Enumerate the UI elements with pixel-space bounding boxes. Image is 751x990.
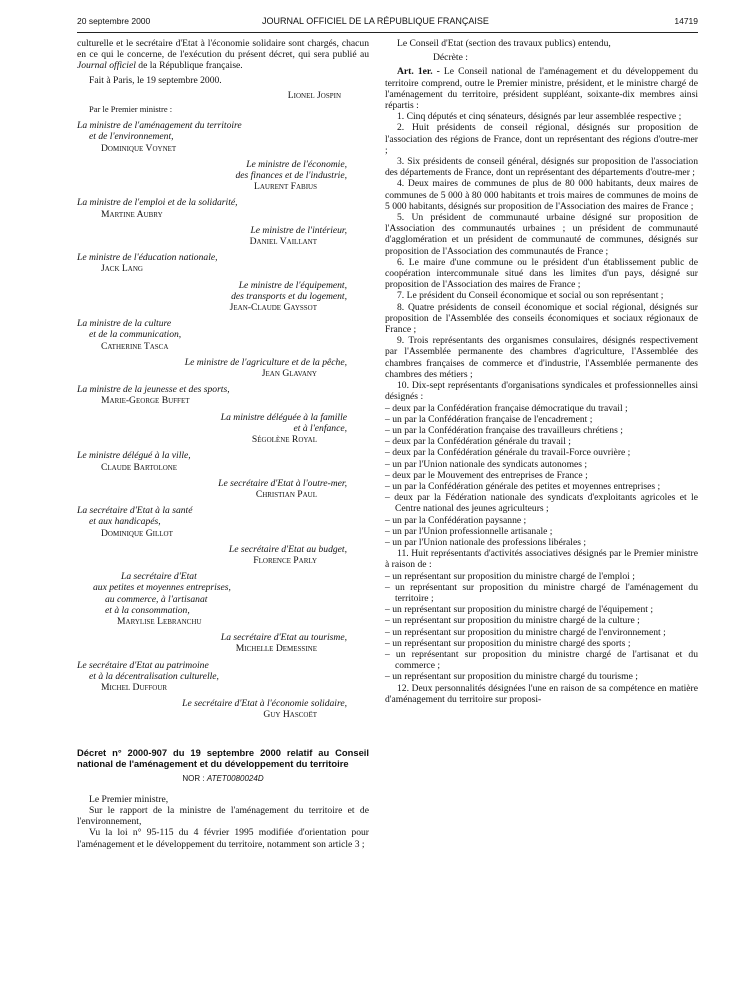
- fait-line: Fait à Paris, le 19 septembre 2000.: [89, 74, 222, 86]
- article-item: 1. Cinq députés et cinq sénateurs, désignés par leur assemblée respective ;: [397, 111, 682, 123]
- article-items: [385, 111, 698, 402]
- list-item: – un représentant sur proposition du ministre chargé de l'équipement ;: [385, 604, 653, 616]
- signatory-title: Le ministre de l'intérieur,: [250, 224, 347, 236]
- article-item: 2. Huit présidents de conseil régional, désignés sur proposition de l'association des régions de France, dont un représentant des régions d'outre-mer ;: [385, 122, 698, 156]
- signatory-title: Le secrétaire d'Etat au budget,: [228, 543, 347, 555]
- signatory: [77, 159, 369, 193]
- intro-text-a: culturelle et le secrétaire d'Etat à l'économie solidaire sont chargés, chacun en ce qui le concerne, de l'exécution du présent décret, qui sera publié au: [77, 38, 369, 61]
- journal-officiel-ref: Journal officiel: [77, 60, 136, 72]
- list-item: – un par l'Union nationale des syndicats autonomes ;: [385, 458, 588, 470]
- signatory: [77, 225, 369, 247]
- signatory: [77, 412, 369, 446]
- header-date: 20 septembre 2000: [77, 16, 151, 26]
- intro-text-b: de la République française.: [135, 60, 243, 72]
- list-item: – un représentant sur proposition du ministre chargé de l'artisanat et du commerce ;: [385, 648, 698, 672]
- signatory-name: Dominique Voynet: [101, 142, 177, 154]
- signatory: [77, 120, 369, 154]
- nor-label: NOR :: [182, 773, 207, 783]
- article-1-text: Le Conseil national de l'aménagement et du développement du territoire comprend, outre le Premier ministre, président, et le ministre chargé de l'aménagement du territoire, président suppléant, soixante-dix membres ainsi répartis :: [385, 66, 698, 112]
- signatory-title: Le secrétaire d'Etat à l'outre-mer,: [218, 477, 347, 489]
- signatory-title: La ministre déléguée à la famille: [220, 411, 347, 423]
- pm-signature: Lionel Jospin: [287, 89, 341, 101]
- signatory-name: Christian Paul: [255, 488, 317, 500]
- list-item: – deux par le Mouvement des entreprises de France ;: [385, 469, 588, 481]
- page-header: [0, 0, 751, 32]
- item10-list: [385, 403, 698, 549]
- signatory-title: et aux handicapés,: [89, 516, 161, 528]
- right-column: [385, 38, 698, 705]
- premier-ministre-line: Le Premier ministre,: [89, 793, 169, 805]
- par-premier-ministre: Par le Premier ministre :: [89, 104, 173, 115]
- article-item: 10. Dix-sept représentants d'organisations syndicales et professionnelles ainsi désignés :: [385, 380, 698, 403]
- article-item: 7. Le président du Conseil économique et social ou son représentant ;: [397, 290, 664, 302]
- list-item: – un par la Confédération française de l'encadrement ;: [385, 413, 593, 425]
- rapport-line: Sur le rapport de la ministre de l'aménagement du territoire et de l'environnement,: [77, 804, 369, 828]
- list-item: – un représentant sur proposition du ministre chargé du tourisme ;: [385, 671, 638, 683]
- signatory-name: Martine Aubry: [101, 208, 163, 220]
- signatory: [77, 197, 369, 219]
- list-item: – un représentant sur proposition du ministre chargé de la culture ;: [385, 615, 640, 627]
- signatory-name: Jean Glavany: [261, 368, 317, 380]
- list-item: – un représentant sur proposition du ministre chargé de l'environnement ;: [385, 626, 666, 638]
- signatory: [77, 450, 369, 472]
- signatory-title: La ministre de l'aménagement du territoire: [77, 120, 242, 132]
- journal-title: JOURNAL OFFICIEL DE LA RÉPUBLIQUE FRANÇAISE: [262, 16, 489, 26]
- item11-list: [385, 571, 698, 683]
- signatory-name: Michel Duffour: [101, 681, 168, 693]
- decrete-line: Décrète :: [433, 52, 468, 64]
- signatory: [77, 505, 369, 539]
- list-item: – un par l'Union nationale des professions libérales ;: [385, 536, 587, 548]
- signatory-title: Le ministre de l'équipement,: [238, 279, 347, 291]
- signatory-name: Marie-George Buffet: [101, 395, 190, 407]
- signatory: [77, 571, 369, 627]
- signatory-name: Marylise Lebranchu: [117, 615, 202, 627]
- signatory-title: Le secrétaire d'Etat à l'économie solidaire,: [182, 698, 347, 710]
- article-item: 8. Quatre présidents de conseil économique et social régional, désignés sur proposition de l'Assemblée des conseils économiques et sociaux régionaux de France ;: [385, 301, 698, 336]
- signatory-title: La secrétaire d'Etat à la santé: [77, 505, 193, 517]
- signatory-title: La secrétaire d'Etat: [121, 571, 197, 583]
- item-12: 12. Deux personnalités désignées l'une en raison de sa compétence en matière d'aménagement du territoire sur proposi-: [385, 682, 698, 705]
- list-item: – un par l'Union professionnelle artisanale ;: [385, 525, 553, 537]
- signatory-title: et à l'enfance,: [293, 422, 347, 434]
- article-item: 6. Le maire d'une commune ou le président d'un établissement public de coopération intercommunale situé dans les limites d'un pays, désigné sur proposition de l'Association des maires de France ;: [385, 256, 698, 291]
- vu-line: Vu la loi n° 95-115 du 4 février 1995 modifiée d'orientation pour l'aménagement et le développement du territoire, notamment son article 3 ;: [77, 827, 369, 850]
- signatory-name: Laurent Fabius: [254, 181, 317, 193]
- signatory-name: Michelle Demessine: [235, 643, 317, 655]
- nor-line: [77, 773, 369, 784]
- decree-title: Décret n° 2000-907 du 19 septembre 2000 relatif au Conseil national de l'aménagement et du développement du territoire: [77, 746, 369, 769]
- signatory-name: Claude Bartolone: [101, 461, 178, 473]
- intro-paragraph: [77, 38, 369, 72]
- signatory: [77, 544, 369, 566]
- list-item: – deux par la Confédération générale du travail-Force ouvrière ;: [385, 447, 631, 459]
- article-item: 3. Six présidents de conseil général, désignés sur proposition de l'association des départements de France, dont un représentant des départements d'outre-mer ;: [385, 156, 698, 179]
- list-item: – un représentant sur proposition du ministre chargé de l'aménagement du territoire ;: [385, 581, 698, 604]
- signatory-title: Le ministre de l'agriculture et de la pêche,: [184, 356, 347, 368]
- signatory-title: La ministre de la culture: [77, 318, 172, 330]
- signatory: [77, 280, 369, 314]
- signatory: [77, 384, 369, 406]
- signatory-title: au commerce, à l'artisanat: [105, 593, 208, 605]
- signatory-title: des transports et du logement,: [231, 290, 347, 302]
- signatory-name: Jean-Claude Gayssot: [229, 302, 317, 314]
- signatory-title: Le secrétaire d'Etat au patrimoine: [77, 659, 209, 671]
- item-11: 11. Huit représentants d'activités associatives désignés par le Premier ministre à raison de :: [385, 548, 698, 571]
- article-1: [385, 66, 698, 111]
- list-item: – un représentant sur proposition du ministre chargé des sports ;: [385, 637, 631, 649]
- list-item: – deux par la Confédération générale du travail ;: [385, 436, 571, 448]
- page-number: 14719: [674, 16, 698, 26]
- signatory-title: des finances et de l'industrie,: [235, 170, 347, 182]
- signatory-title: La ministre de l'emploi et de la solidarité,: [77, 197, 238, 209]
- signatory: [77, 478, 369, 500]
- signatory-title: et de l'environnement,: [89, 131, 174, 143]
- signatory-title: aux petites et moyennes entreprises,: [93, 582, 231, 594]
- article-item: 5. Un président de communauté urbaine désigné sur proposition de l'Association des communautés urbaines ; un président de communauté d'agglomération et un président de communauté de communes, désignés sur proposition de l'Association des communautés de France ;: [385, 212, 698, 257]
- signatory-title: La ministre de la jeunesse et des sports,: [77, 384, 230, 396]
- signatory-title: Le ministre de l'éducation nationale,: [77, 252, 218, 264]
- signatory-name: Guy Hascoët: [263, 709, 317, 721]
- signatory-name: Florence Parly: [253, 554, 317, 566]
- list-item: – un par la Confédération générale des petites et moyennes entreprises ;: [385, 480, 661, 492]
- list-item: – deux par la Fédération nationale des syndicats d'exploitants agricoles et le Centre national des jeunes agriculteurs ;: [385, 492, 698, 515]
- signatory: [77, 252, 369, 274]
- signatory: [77, 318, 369, 352]
- article-1-label: Art. 1er. -: [397, 66, 440, 78]
- nor-code: ATET0080024D: [206, 773, 264, 783]
- signatory-name: Catherine Tasca: [101, 340, 169, 352]
- signatory-name: Daniel Vaillant: [249, 236, 317, 248]
- signatory: [77, 632, 369, 654]
- signatory: [77, 660, 369, 694]
- conseil-etat-line: Le Conseil d'Etat (section des travaux publics) entendu,: [397, 38, 611, 49]
- signatory-title: et de la communication,: [89, 329, 182, 341]
- signatory-title: et à la consommation,: [105, 604, 190, 616]
- signatory: [77, 357, 369, 379]
- left-column: [77, 38, 369, 850]
- article-item: 4. Deux maires de communes de plus de 80 000 habitants, deux maires de communes de 5 000 à 80 000 habitants et trois maires de communes de moins de 5 000 habitants, désignés sur proposition de l'Association des maires de France ;: [385, 178, 698, 212]
- signatory-name: Dominique Gillot: [101, 527, 173, 539]
- article-item: 9. Trois représentants des organismes consulaires, désignés respectivement par l'Assemblée permanente des chambres d'agriculture, l'Assemblée des chambres françaises de commerce et d'industrie, l'Assemblée permanente des chambres des métiers ;: [385, 335, 698, 380]
- signatory: [77, 698, 369, 720]
- signatory-title: et à la décentralisation culturelle,: [89, 670, 219, 682]
- signatory-title: Le ministre délégué à la ville,: [77, 450, 191, 462]
- signatory-name: Ségolène Royal: [251, 434, 317, 446]
- list-item: – deux par la Confédération française démocratique du travail ;: [385, 402, 628, 414]
- signatory-name: Jack Lang: [101, 263, 143, 275]
- list-item: – un par la Confédération paysanne ;: [385, 514, 527, 526]
- signatory-title: La secrétaire d'Etat au tourisme,: [220, 632, 347, 644]
- list-item: – un représentant sur proposition du ministre chargé de l'emploi ;: [385, 570, 635, 582]
- list-item: – un par la Confédération française des travailleurs chrétiens ;: [385, 424, 623, 436]
- header-rule: [77, 32, 698, 33]
- signatory-title: Le ministre de l'économie,: [246, 158, 347, 170]
- signatories-list: [77, 120, 369, 720]
